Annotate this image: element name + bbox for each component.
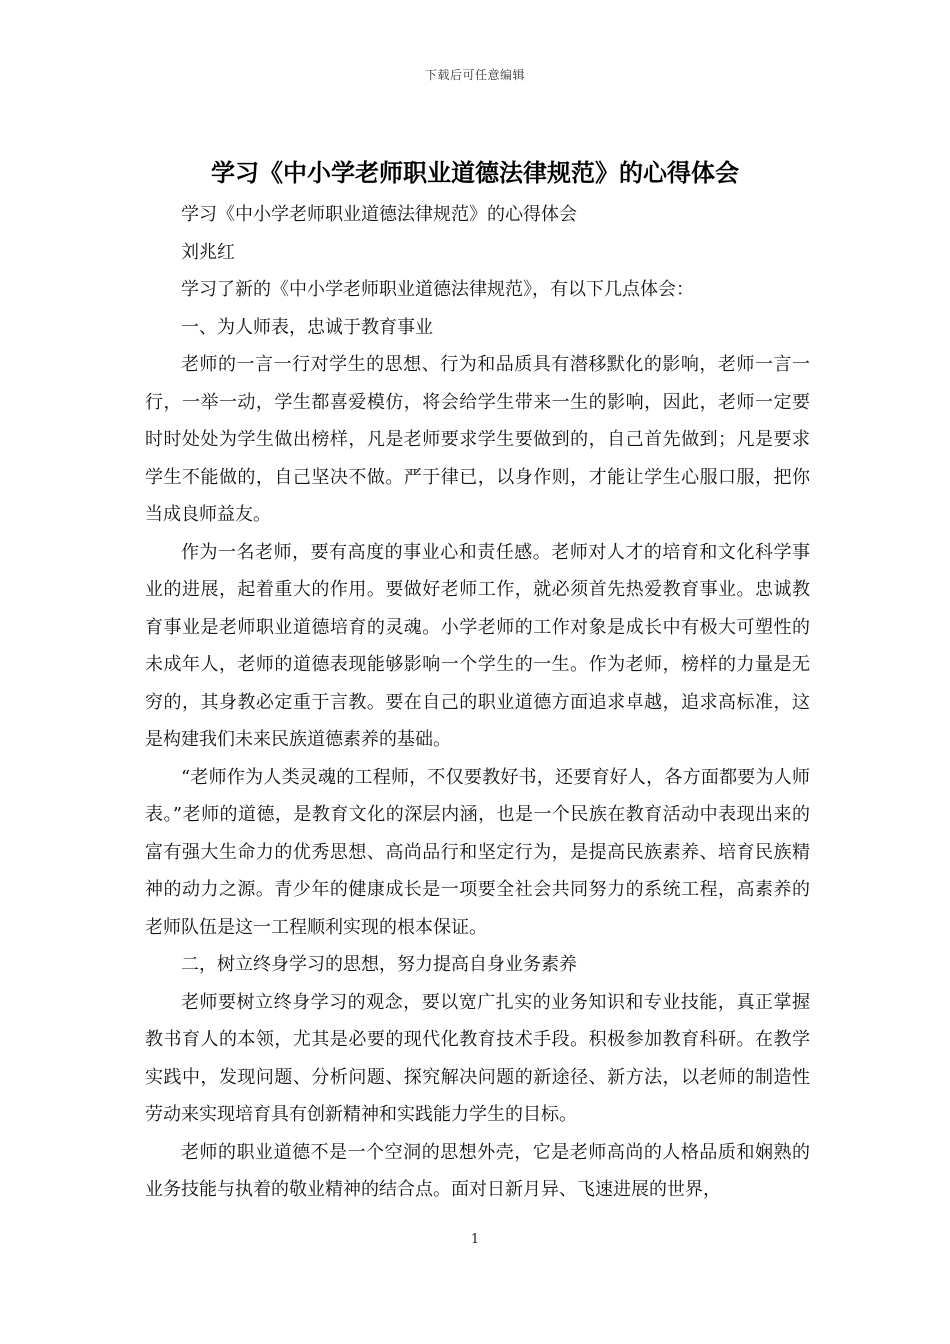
paragraph-body: 老师的职业道德不是一个空洞的思想外壳，它是老师高尚的人格品质和娴熟的业务技能与执着的敬业精神的结合点。面对日新月异、飞速进展的世界， xyxy=(145,1141,810,1200)
header-note: 下载后可任意编辑 xyxy=(424,68,525,82)
document-title: 学习《中小学老师职业道德法律规范》的心得体会 xyxy=(211,158,739,187)
section-heading-1: 一、为人师表，忠诚于教育事业 xyxy=(181,316,433,338)
paragraph-intro: 学习了新的《中小学老师职业道德法律规范》，有以下几点体会： xyxy=(181,279,694,300)
paragraph-body: “老师作为人类灵魂的工程师，不仅要教好书，还要育好人，各方面都要为人师表。”老师的道德，是教育文化的深层内涵，也是一个民族在教育活动中表现出来的富有强大生命力的优秀思想、高尚品行和坚定行为，是提高民族素养、培育民族精神的动力之源。青少年的健康成长是一项要全社会共同努力的系统工程，高素养的老师队伍是这一工程顺利实现的根本保证。 xyxy=(145,766,810,938)
paragraph-body: 老师的一言一行对学生的思想、行为和品质具有潜移默化的影响，老师一言一行，一举一动，学生都喜爱模仿，将会给学生带来一生的影响，因此，老师一定要时时处处为学生做出榜样，凡是老师要求学生要做到的，自己首先做到；凡是要求学生不能做的，自己坚决不做。严于律已，以身作则，才能让学生心服口服，把你当成良师益友。 xyxy=(145,354,810,525)
paragraph-body: 老师要树立终身学习的观念，要以宽广扎实的业务知识和专业技能，真正掌握教书育人的本领，尤其是必要的现代化教育技术手段。积极参加教育科研。在教学实践中，发现问题、分析问题、探究解决问题的新途径、新方法，以老师的制造性劳动来实现培育具有创新精神和实践能力学生的目标。 xyxy=(145,991,810,1125)
paragraph-subtitle: 学习《中小学老师职业道德法律规范》的心得体会 xyxy=(181,204,577,225)
paragraph-author: 刘兆红 xyxy=(181,241,235,263)
paragraph-body: 作为一名老师，要有高度的事业心和责任感。老师对人才的培育和文化科学事业的进展，起着重大的作用。要做好老师工作，就必须首先热爱教育事业。忠诚教育事业是老师职业道德培育的灵魂。小学老师的工作对象是成长中有极大可塑性的未成年人，老师的道德表现能够影响一个学生的一生。作为老师，榜样的力量是无穷的，其身教必定重于言教。要在自己的职业道德方面追求卓越，追求高标准，这是构建我们未来民族道德素养的基础。 xyxy=(145,541,810,750)
section-heading-2: 二，树立终身学习的思想，努力提高自身业务素养 xyxy=(181,954,577,975)
document-body xyxy=(145,196,810,1209)
page-number: 1 xyxy=(470,1232,480,1247)
